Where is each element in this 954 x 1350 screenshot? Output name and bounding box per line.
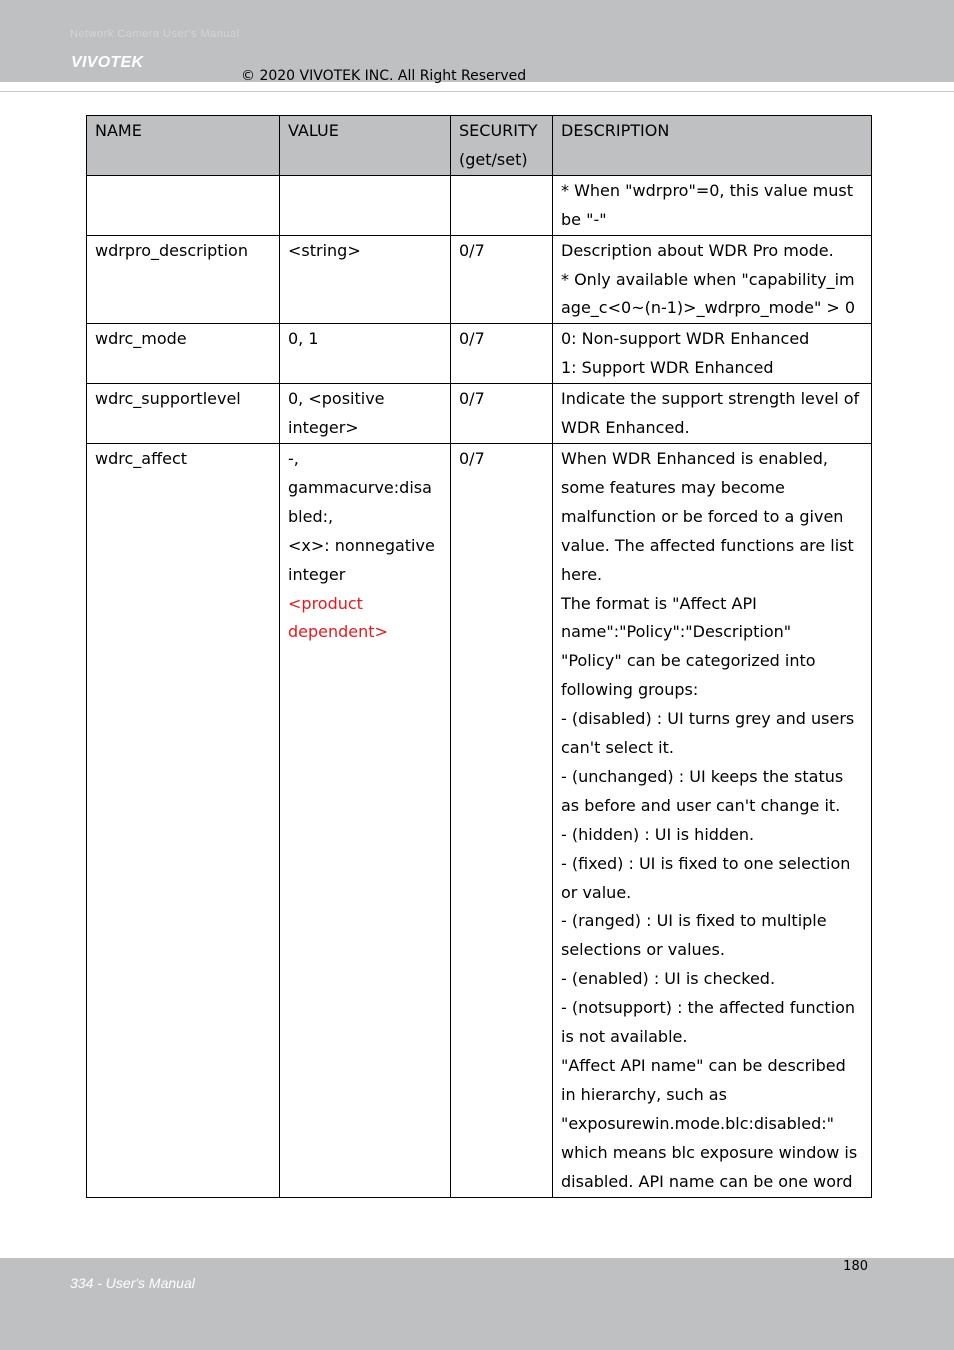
- cell-security: 0/7: [451, 235, 553, 324]
- cell-security: [451, 175, 553, 235]
- cell-name: [87, 175, 280, 235]
- cell-name: wdrc_affect: [87, 443, 280, 1197]
- table-header-row: [87, 116, 872, 176]
- page-number: 180: [843, 1259, 868, 1274]
- cell-value: [280, 175, 451, 235]
- table-row: [87, 235, 872, 324]
- cell-description: * When "wdrpro"=0, this value must be "-": [553, 175, 872, 235]
- cell-value: 0, <positive integer>: [280, 384, 451, 444]
- parameter-table: [86, 115, 872, 1198]
- header-faint-title: Network Camera User's Manual: [70, 28, 240, 40]
- header-divider: [0, 91, 954, 92]
- column-header-value: VALUE: [280, 116, 451, 176]
- cell-description: 0: Non-support WDR Enhanced 1: Support WDR Enhanced: [553, 324, 872, 384]
- column-header-security: SECURITY (get/set): [451, 116, 553, 176]
- cell-description: Indicate the support strength level of WDR Enhanced.: [553, 384, 872, 444]
- table-row: [87, 384, 872, 444]
- cell-value: -, gammacurve:disabled:, <x>: nonnegative integer <product dependent>: [280, 443, 451, 1197]
- cell-security: 0/7: [451, 443, 553, 1197]
- column-header-description: DESCRIPTION: [553, 116, 872, 176]
- footer-manual-label: 334 - User's Manual: [70, 1275, 195, 1291]
- cell-name: wdrc_mode: [87, 324, 280, 384]
- cell-name: wdrpro_description: [87, 235, 280, 324]
- brand-logo-text: VIVOTEK: [71, 54, 144, 71]
- cell-description: When WDR Enhanced is enabled, some features may become malfunction or be forced to a given value. The affected functions are list here. The format is "Affect API name":"Policy":"Description" "Policy" can be categorized into following groups: - (disabled) : UI turns grey and users can't select it. - (unchanged) : UI keeps the status as before and user can't change it. - (hidden) : UI is hidden. - (fixed) : UI is fixed to one selection or value. - (ranged) : UI is fixed to multiple selections or values. - (enabled) : UI is checked. - (notsupport) : the affected function is not available. "Affect API name" can be described in hierarchy, such as "exposurewin.mode.blc:disabled:" which means blc exposure window is disabled. API name can be one word: [553, 443, 872, 1197]
- footer-band: [0, 1258, 954, 1350]
- table-row: [87, 175, 872, 235]
- cell-value: <string>: [280, 235, 451, 324]
- table-row: [87, 443, 872, 1197]
- copyright-notice: © 2020 VIVOTEK INC. All Right Reserved: [241, 68, 527, 84]
- cell-name: wdrc_supportlevel: [87, 384, 280, 444]
- cell-value: 0, 1: [280, 324, 451, 384]
- cell-security: 0/7: [451, 324, 553, 384]
- cell-description: Description about WDR Pro mode. * Only available when "capability_image_c<0~(n-1)>_wdrpro_mode" > 0: [553, 235, 872, 324]
- cell-security: 0/7: [451, 384, 553, 444]
- product-dependent-note: <product dependent>: [288, 593, 388, 642]
- header-band: [0, 0, 954, 82]
- table-row: [87, 324, 872, 384]
- column-header-name: NAME: [87, 116, 280, 176]
